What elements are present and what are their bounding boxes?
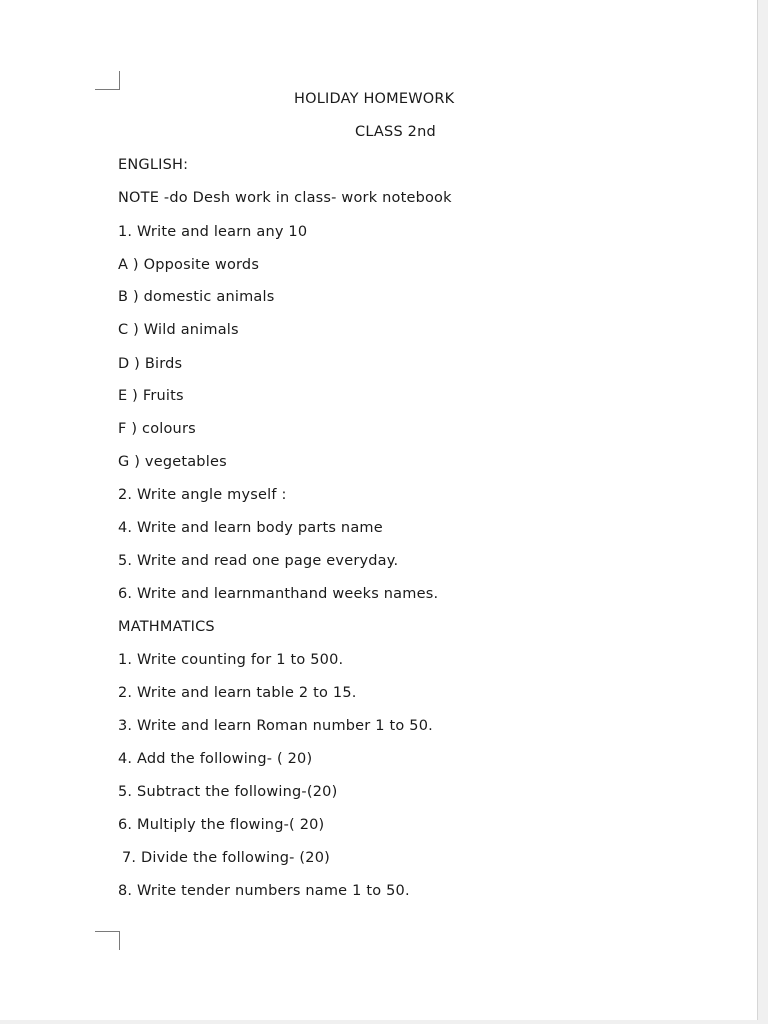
maths-item: 2. Write and learn table 2 to 15. xyxy=(118,685,357,701)
english-item: 4. Write and learn body parts name xyxy=(118,520,383,536)
bottom-crop-mark xyxy=(95,931,120,950)
maths-item: 6. Multiply the flowing-( 20) xyxy=(118,817,325,833)
maths-item: 7. Divide the following- (20) xyxy=(122,850,330,866)
english-item: 1. Write and learn any 10 xyxy=(118,224,308,240)
document-title: HOLIDAY HOMEWORK xyxy=(294,91,455,107)
class-label: CLASS 2nd xyxy=(355,124,436,140)
maths-item: 1. Write counting for 1 to 500. xyxy=(118,652,344,668)
english-item: 6. Write and learnmanthand weeks names. xyxy=(118,586,439,602)
maths-item: 8. Write tender numbers name 1 to 50. xyxy=(118,883,410,899)
english-item: 5. Write and read one page everyday. xyxy=(118,553,399,569)
english-item: F ) colours xyxy=(118,421,196,437)
maths-item: 5. Subtract the following-(20) xyxy=(118,784,338,800)
top-crop-mark xyxy=(95,71,120,90)
english-heading: ENGLISH: xyxy=(118,157,189,173)
english-item: E ) Fruits xyxy=(118,388,184,404)
english-item: D ) Birds xyxy=(118,356,183,372)
english-item: 2. Write angle myself : xyxy=(118,487,287,503)
english-item: G ) vegetables xyxy=(118,454,227,470)
maths-item: 4. Add the following- ( 20) xyxy=(118,751,313,767)
english-note: NOTE -do Desh work in class- work notebook xyxy=(118,190,452,206)
english-item: A ) Opposite words xyxy=(118,257,260,273)
maths-item: 3. Write and learn Roman number 1 to 50. xyxy=(118,718,433,734)
maths-heading: MATHMATICS xyxy=(118,619,215,635)
english-item: B ) domestic animals xyxy=(118,289,275,305)
english-item: C ) Wild animals xyxy=(118,322,239,338)
